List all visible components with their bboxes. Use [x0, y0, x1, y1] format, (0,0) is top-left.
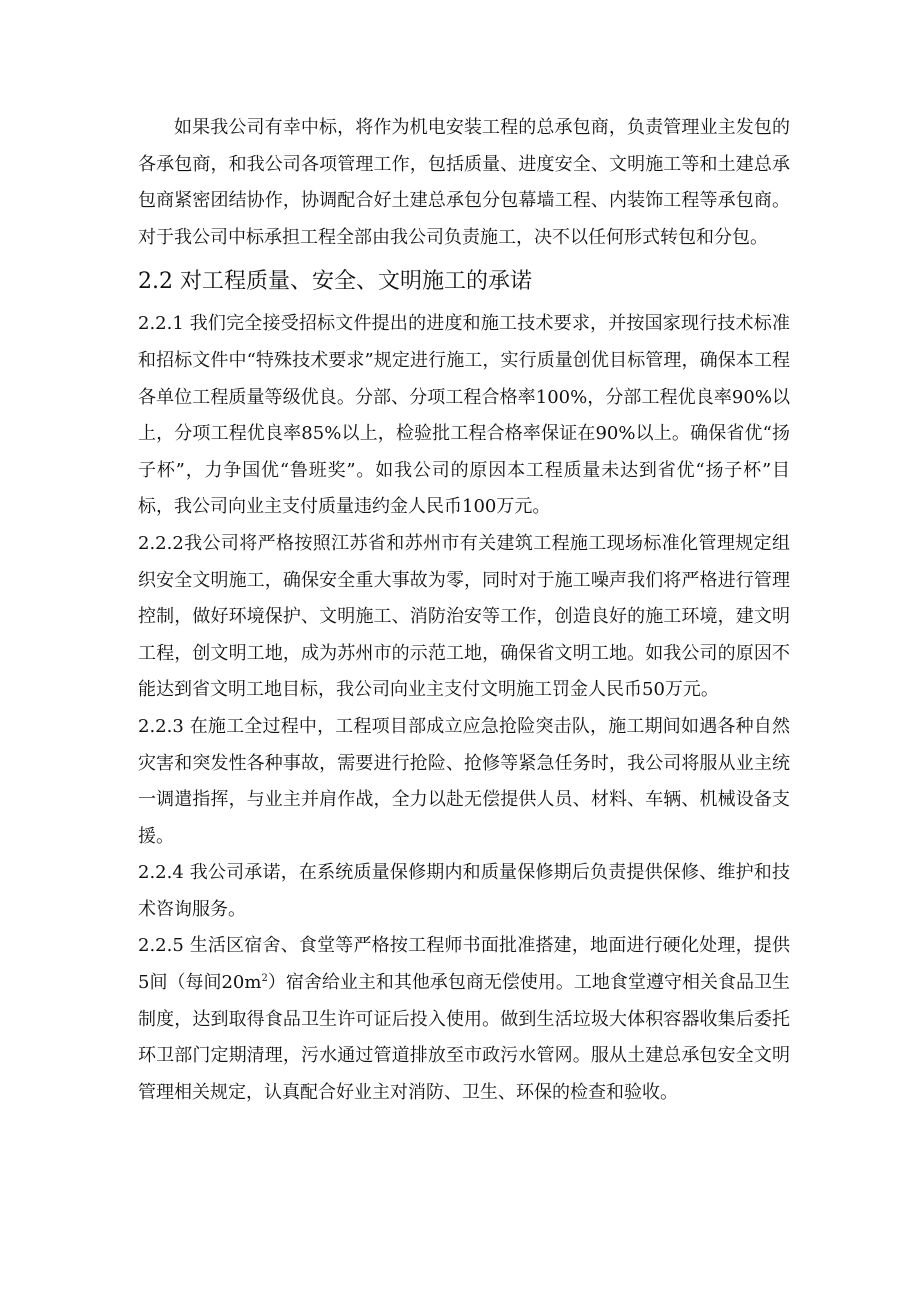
item-2-2-1: 2.2.1 我们完全接受招标文件提出的进度和施工技术要求，并按国家现行技术标准和招标文件中“特殊技术要求”规定进行施工，实行质量创优目标管理，确保本工程各单位工程质量等级优良。分部、分项工程合格率100%，分部工程优良率90%以上，分项工程优良率85%以上，检验批工程合格率保证在90%以上。确保省优“扬子杯”，力争国优“鲁班奖”。如我公司的原因本工程质量未达到省优“扬子杯”目标，我公司向业主支付质量违约金人民币100万元。: [138, 313, 790, 518]
item-2-2-4: 2.2.4 我公司承诺，在系统质量保修期内和质量保修期后负责提供保修、维护和技术咨询服务。: [138, 862, 790, 920]
section-heading: 2.2 对工程质量、安全、文明施工的承诺: [138, 269, 532, 295]
area-superscript: 2: [261, 973, 268, 985]
item-2-2-3: 2.2.3 在施工全过程中，工程项目部成立应急抢险突击队，施工期间如遇各种自然灾害和突发性各种事故，需要进行抢险、抢修等紧急任务时，我公司将服从业主统一调遣指挥，与业主并肩作战，全力以赴无偿提供人员、材料、车辆、机械设备支援。: [138, 715, 790, 847]
item-2-2-2: 2.2.2我公司将严格按照江苏省和苏州市有关建筑工程施工现场标准化管理规定组织安全文明施工，确保安全重大事故为零，同时对于施工噪声我们将严格进行管理控制，做好环境保护、文明施工、消防治安等工作，创造良好的施工环境，建文明工程，创文明工地，成为苏州市的示范工地，确保省文明工地。如我公司的原因不能达到省文明工地目标，我公司向业主支付文明施工罚金人民币50万元。: [138, 532, 790, 701]
item-2-2-5-part2: ）宿舍给业主和其他承包商无偿使用。工地食堂遵守相关食品卫生制度，达到取得食品卫生许可证后投入使用。做到生活垃圾大体积容器收集后委托环卫部门定期清理，污水通过管道排放至市政污水管网。服从土建总承包安全文明管理相关规定，认真配合好业主对消防、卫生、环保的检查和验收。: [138, 972, 790, 1103]
item-2-2-5-part1: 2.2.5 生活区宿舍、食堂等严格按工程师书面批准搭建，地面进行硬化处理，提供5间（每间20m: [138, 935, 790, 994]
intro-paragraph: 如果我公司有幸中标，将作为机电安装工程的总承包商，负责管理业主发包的各承包商，和我公司各项管理工作，包括质量、进度安全、文明施工等和土建总承包商紧密团结协作，协调配合好土建总承包分包幕墙工程、内装饰工程等承包商。对于我公司中标承担工程全部由我公司负责施工，决不以任何形式转包和分包。: [138, 117, 790, 248]
item-2-2-5: [138, 928, 790, 1111]
